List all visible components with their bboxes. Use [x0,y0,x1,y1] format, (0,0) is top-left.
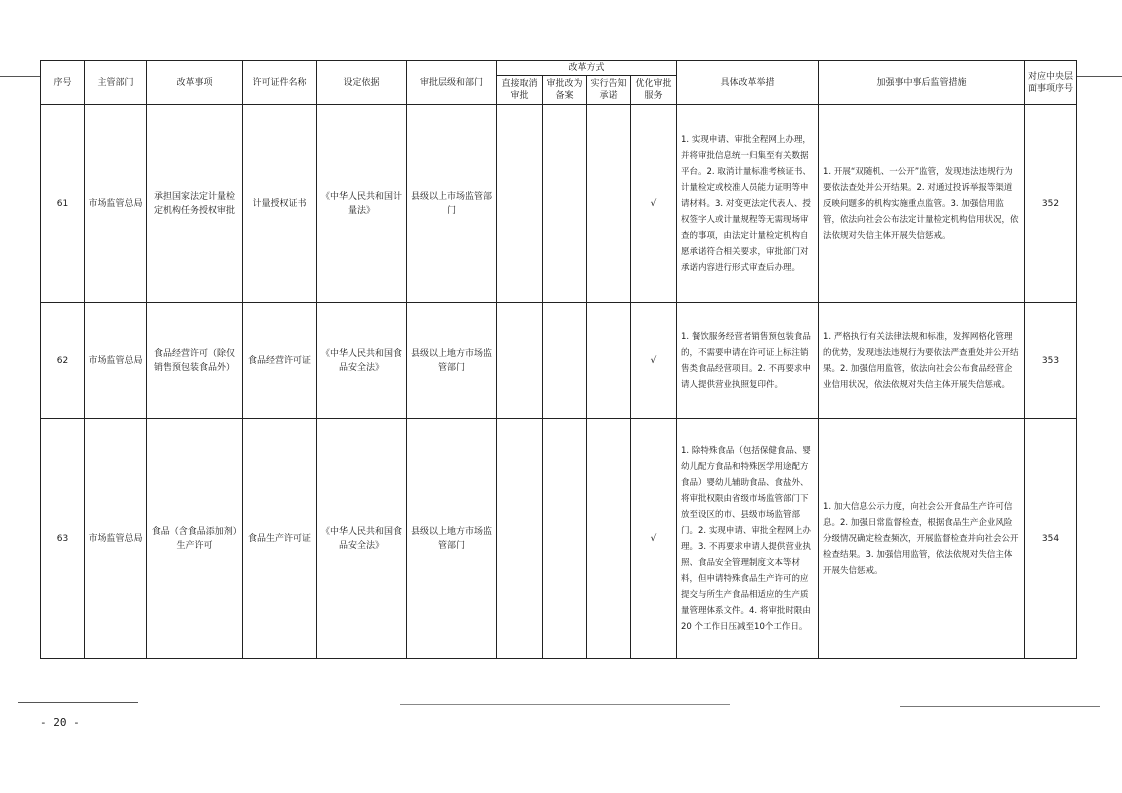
row-mode-commit [587,419,631,659]
footer-rule-right [900,706,1100,707]
row-central-seq: 353 [1025,303,1077,419]
row-supervision: 1. 严格执行有关法律法规和标准，发挥网格化管理的优势，发现违法违规行为要依法严查重处并公开结果。2. 加强信用监管，依法向社会公布食品经营企业信用状况，依法依规对失信主体开展失信惩戒。 [819,303,1025,419]
table-row [41,419,1077,659]
row-seq: 62 [41,303,85,419]
header-mode-group: 改革方式 [497,61,677,76]
row-mode-record [543,105,587,303]
row-mode-optimize: √ [631,105,677,303]
row-mode-record [543,419,587,659]
row-dept: 市场监管总局 [85,303,147,419]
row-mode-optimize: √ [631,303,677,419]
header-mode-record: 审批改为备案 [543,76,587,105]
row-dept: 市场监管总局 [85,419,147,659]
row-mode-cancel [497,303,543,419]
row-measures: 1. 实现申请、审批全程网上办理，并将审批信息统一归集至有关数据平台。2. 取消计量标准考核证书、计量检定或校准人员能力证明等申请材料。3. 对变更法定代表人、授权签字人或计量规程等无需现场审查的事项，由法定计量检定机构自愿承诺符合相关要求，审批部门对承诺内容进行形式审查后办理。 [677,105,819,303]
header-mode-commit: 实行告知承诺 [587,76,631,105]
page-number: - 20 - [40,716,80,729]
table-row [41,105,1077,303]
row-license: 食品经营许可证 [243,303,317,419]
row-central-seq: 352 [1025,105,1077,303]
row-central-seq: 354 [1025,419,1077,659]
header-license: 许可证件名称 [243,61,317,105]
row-level: 县级以上地方市场监管部门 [407,419,497,659]
row-level: 县级以上地方市场监管部门 [407,303,497,419]
row-measures: 1. 除特殊食品（包括保健食品、婴幼儿配方食品和特殊医学用途配方食品）婴幼儿辅助食品、食盐外、将审批权限由省级市场监管部门下放至设区的市、县级市场监管部门。2. 实现申请、审批全程网上办理。3. 不再要求申请人提供营业执照、食品安全管理制度文本等材料，但申请特殊食品生产许可的应提交与所生产食品相适应的生产质量管理体系文件。4. 将审批时限由 20 个工作日压减至10个工作日。 [677,419,819,659]
header-mode-optimize: 优化审批服务 [631,76,677,105]
table-row [41,303,1077,419]
row-mode-cancel [497,105,543,303]
header-basis: 设定依据 [317,61,407,105]
row-dept: 市场监管总局 [85,105,147,303]
footer-rule-center [400,704,730,705]
footer-rule-left [18,702,138,703]
row-mode-commit [587,303,631,419]
header-seq: 序号 [41,61,85,105]
row-basis: 《中华人民共和国食品安全法》 [317,303,407,419]
header-central-seq: 对应中央层面事项序号 [1025,61,1077,105]
row-mode-commit [587,105,631,303]
row-supervision: 1. 加大信息公示力度，向社会公开食品生产许可信息。2. 加强日常监督检查，根据食品生产企业风险分级情况确定检查频次，开展监督检查并向社会公开检查结果。3. 加强信用监管，依法依规对失信主体开展失信惩戒。 [819,419,1025,659]
row-item: 承担国家法定计量检定机构任务授权审批 [147,105,243,303]
row-seq: 61 [41,105,85,303]
row-measures: 1. 餐饮服务经营者销售预包装食品的，不需要申请在许可证上标注销售类食品经营项目。2. 不再要求申请人提供营业执照复印件。 [677,303,819,419]
row-mode-optimize: √ [631,419,677,659]
row-item: 食品（含食品添加剂）生产许可 [147,419,243,659]
row-level: 县级以上市场监管部门 [407,105,497,303]
header-item: 改革事项 [147,61,243,105]
row-license: 食品生产许可证 [243,419,317,659]
row-seq: 63 [41,419,85,659]
header-rule-left [0,76,40,77]
header-level: 审批层级和部门 [407,61,497,105]
row-license: 计量授权证书 [243,105,317,303]
row-basis: 《中华人民共和国食品安全法》 [317,419,407,659]
header-measures: 具体改革举措 [677,61,819,105]
header-supervision: 加强事中事后监管措施 [819,61,1025,105]
header-rule-right [1076,76,1122,77]
header-dept: 主管部门 [85,61,147,105]
row-basis: 《中华人民共和国计量法》 [317,105,407,303]
row-mode-cancel [497,419,543,659]
row-item: 食品经营许可（除仅销售预包装食品外） [147,303,243,419]
header-mode-cancel: 直接取消审批 [497,76,543,105]
row-mode-record [543,303,587,419]
reform-table [40,60,1077,659]
row-supervision: 1. 开展“双随机、一公开”监管，发现违法违规行为要依法查处并公开结果。2. 对通过投诉举报等渠道反映问题多的机构实施重点监管。3. 加强信用监管，依法向社会公布法定计量检定机构信用状况，依法依规对失信主体开展失信惩戒。 [819,105,1025,303]
